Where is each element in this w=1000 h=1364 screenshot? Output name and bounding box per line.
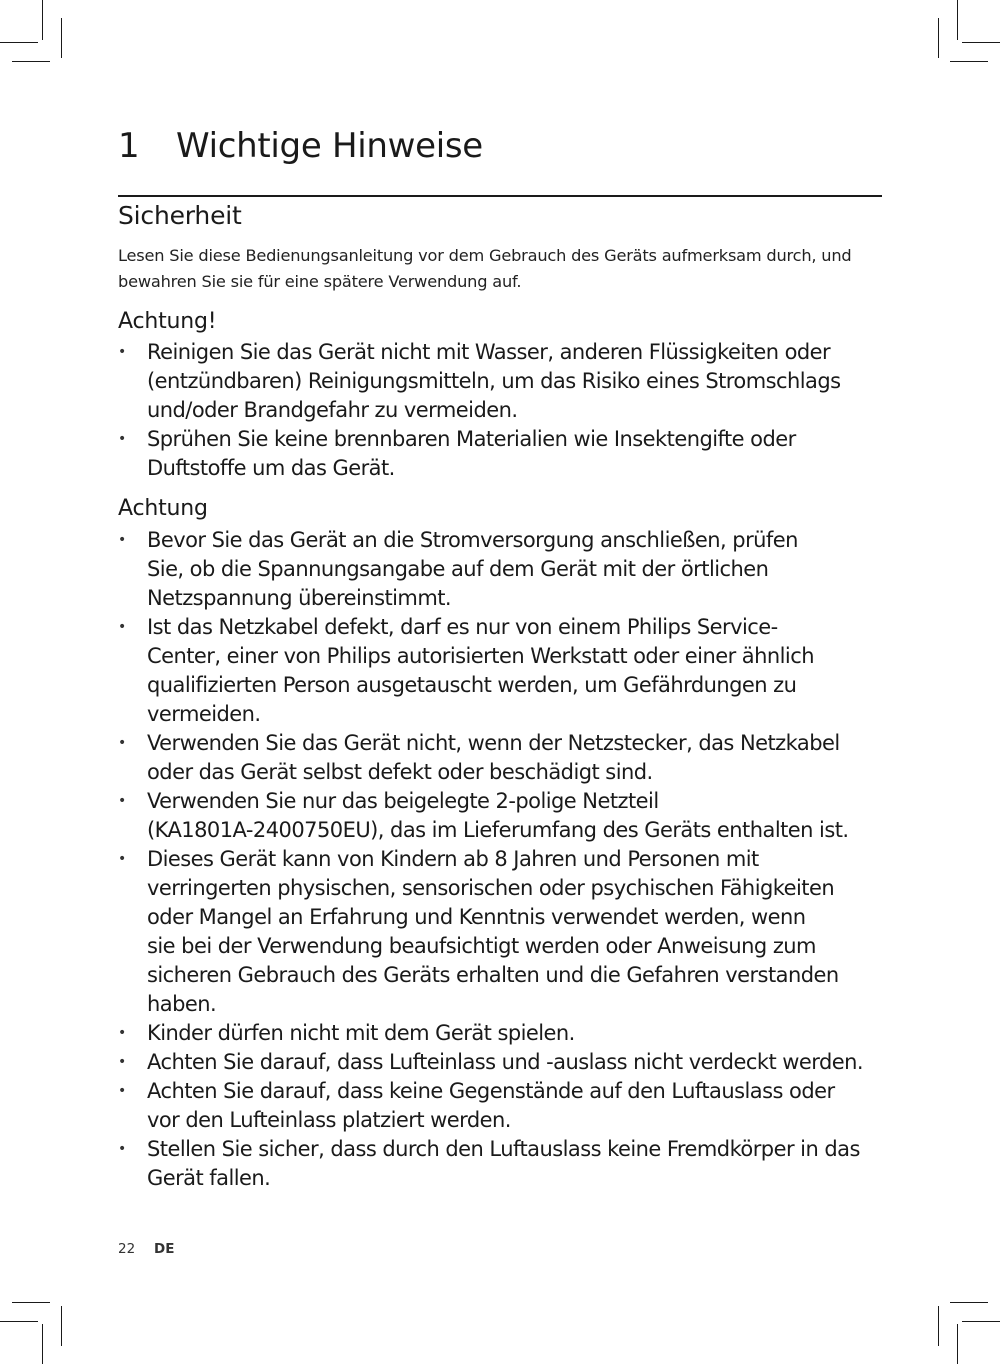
bullet-line: und/oder Brandgefahr zu vermeiden. [147,398,518,422]
bullet-line: qualifizierten Person ausgetauscht werden, um Gefährdungen zu [147,673,797,697]
chapter-title: Wichtige Hinweise [176,126,483,166]
bullet-line: (KA1801A-2400750EU), das im Lieferumfang des Geräts enthalten ist. [147,818,849,842]
intro-line: Lesen Sie diese Bedienungsanleitung vor dem Gebrauch des Geräts aufmerksam durch, und [118,246,852,265]
warning-title: Achtung! [118,309,217,334]
bullet-marker: • [118,1141,126,1157]
bullet-line: Kinder dürfen nicht mit dem Gerät spielen. [147,1021,575,1045]
bullet-item [118,787,898,845]
bullet-line: Ist das Netzkabel defekt, darf es nur von einem Philips Service- [147,615,778,639]
bullet-line: Duftstoffe um das Gerät. [147,456,395,480]
bullet-item [118,1048,898,1077]
bullet-marker: • [118,851,126,867]
intro-line: bewahren Sie sie für eine spätere Verwendung auf. [118,272,522,291]
bullet-marker: • [118,532,126,548]
bullet-line: Verwenden Sie nur das beigelegte 2-polige Netzteil [147,789,659,813]
bullet-item [118,425,898,483]
bullet-item [118,338,898,425]
bullet-line: oder das Gerät selbst defekt oder beschädigt sind. [147,760,653,784]
bullet-marker: • [118,431,126,447]
caution-list [118,526,898,1193]
bullet-item [118,729,898,787]
bullet-marker: • [118,1083,126,1099]
bullet-line: Sie, ob die Spannungsangabe auf dem Gerät mit der örtlichen [147,557,769,581]
bullet-line: Netzspannung übereinstimmt. [147,586,452,610]
bullet-item [118,526,898,613]
bullet-line: Sprühen Sie keine brennbaren Materialien wie Insektengifte oder [147,427,796,451]
page-number: 22 [118,1241,136,1257]
bullet-line: verringerten physischen, sensorischen oder psychischen Fähigkeiten [147,876,835,900]
bullet-marker: • [118,735,126,751]
section-divider [118,195,882,197]
bullet-line: Gerät fallen. [147,1166,271,1190]
bullet-item [118,1135,898,1193]
chapter-heading [118,122,483,170]
bullet-line: Reinigen Sie das Gerät nicht mit Wasser, anderen Flüssigkeiten oder [147,340,831,364]
bullet-line: Achten Sie darauf, dass Lufteinlass und -auslass nicht verdeckt werden. [147,1050,863,1074]
bullet-marker: • [118,344,126,360]
bullet-item [118,613,898,729]
chapter-number: 1 [118,126,140,166]
bullet-line: Verwenden Sie das Gerät nicht, wenn der Netzstecker, das Netzkabel [147,731,840,755]
caution-title: Achtung [118,496,208,521]
language-code: DE [154,1241,175,1257]
bullet-line: Bevor Sie das Gerät an die Stromversorgung anschließen, prüfen [147,528,798,552]
bullet-line: Dieses Gerät kann von Kindern ab 8 Jahren und Personen mit [147,847,759,871]
bullet-line: vermeiden. [147,702,261,726]
intro-paragraph [118,243,888,295]
warning-list [118,338,898,483]
bullet-marker: • [118,793,126,809]
page-footer [118,1240,174,1258]
bullet-line: vor den Lufteinlass platziert werden. [147,1108,511,1132]
bullet-marker: • [118,1025,126,1041]
bullet-line: Stellen Sie sicher, dass durch den Luftauslass keine Fremdkörper in das [147,1137,860,1161]
bullet-line: Center, einer von Philips autorisierten Werkstatt oder einer ähnlich [147,644,814,668]
bullet-item [118,1077,898,1135]
bullet-marker: • [118,1054,126,1070]
bullet-item [118,1019,898,1048]
bullet-item [118,845,898,1019]
bullet-line: (entzündbaren) Reinigungsmitteln, um das Risiko eines Stromschlags [147,369,841,393]
bullet-line: oder Mangel an Erfahrung und Kenntnis verwendet werden, wenn [147,905,806,929]
bullet-marker: • [118,619,126,635]
bullet-line: sie bei der Verwendung beaufsichtigt werden oder Anweisung zum [147,934,816,958]
bullet-line: sicheren Gebrauch des Geräts erhalten und die Gefahren verstanden [147,963,839,987]
bullet-line: haben. [147,992,217,1016]
bullet-line: Achten Sie darauf, dass keine Gegenstände auf den Luftauslass oder [147,1079,835,1103]
section-title: Sicherheit [118,201,242,230]
